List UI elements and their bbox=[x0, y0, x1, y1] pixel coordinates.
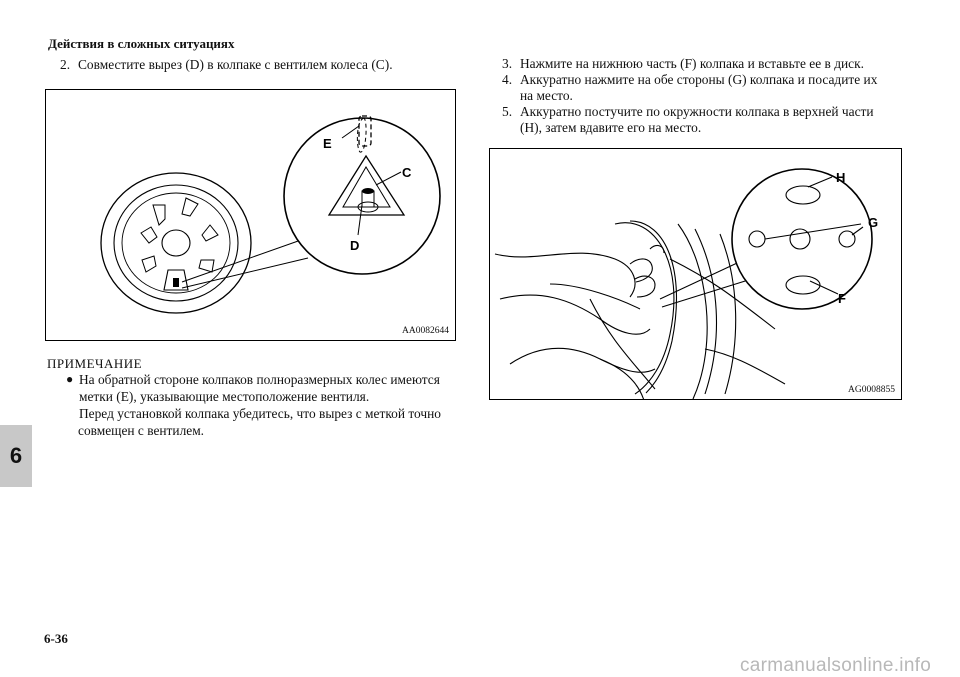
label-e: E bbox=[323, 136, 332, 151]
figure-1-code: AA0082644 bbox=[402, 326, 449, 336]
step-2-number: 2. bbox=[60, 57, 71, 72]
step-5-line-1: Аккуратно постучите по окружности колпака в верхней части bbox=[520, 104, 874, 119]
bullet-icon: ● bbox=[66, 372, 74, 386]
label-f: F bbox=[838, 291, 846, 306]
note-line-2: метки (E), указывающие местоположение вентиля. bbox=[79, 389, 370, 404]
step-3-number: 3. bbox=[502, 56, 513, 71]
note-line-4: совмещен с вентилем. bbox=[78, 423, 205, 438]
step-3 bbox=[502, 56, 922, 72]
note-body bbox=[79, 371, 459, 439]
step-5 bbox=[502, 104, 922, 136]
chapter-tab: 6 bbox=[0, 425, 32, 487]
label-g: G bbox=[868, 215, 879, 230]
step-2-text: Совместите вырез (D) в колпаке с вентилем колеса (C). bbox=[78, 57, 393, 72]
step-4-line-2: на место. bbox=[520, 88, 573, 103]
figure-wheel-valve bbox=[45, 89, 456, 341]
watermark: carmanualsonline.info bbox=[740, 655, 932, 676]
section-header: Действия в сложных ситуациях bbox=[48, 36, 235, 51]
step-2 bbox=[60, 57, 393, 73]
step-4-line-1: Аккуратно нажмите на обе стороны (G) колпака и посадите их bbox=[520, 72, 878, 87]
label-c: C bbox=[402, 165, 412, 180]
step-5-number: 5. bbox=[502, 104, 513, 119]
figure-install-cover bbox=[489, 148, 902, 400]
note-line-1: На обратной стороне колпаков полноразмерных колес имеются bbox=[79, 372, 440, 387]
step-3-text: Нажмите на нижнюю часть (F) колпака и вставьте ее в диск. bbox=[520, 56, 864, 71]
figure-2-code: AG0008855 bbox=[848, 385, 895, 395]
install-illustration bbox=[490, 149, 901, 399]
note-line-3: Перед установкой колпака убедитесь, что вырез с меткой точно bbox=[79, 406, 441, 421]
step-4 bbox=[502, 72, 922, 104]
note-title: ПРИМЕЧАНИЕ bbox=[47, 356, 143, 371]
page-number: 6-36 bbox=[44, 631, 68, 646]
label-d: D bbox=[350, 238, 360, 253]
wheel-cover-illustration bbox=[46, 90, 455, 340]
step-5-line-2: (H), затем вдавите его на место. bbox=[520, 120, 702, 135]
step-4-number: 4. bbox=[502, 72, 513, 87]
label-h: H bbox=[836, 170, 846, 185]
wheel-drawing bbox=[101, 173, 251, 313]
